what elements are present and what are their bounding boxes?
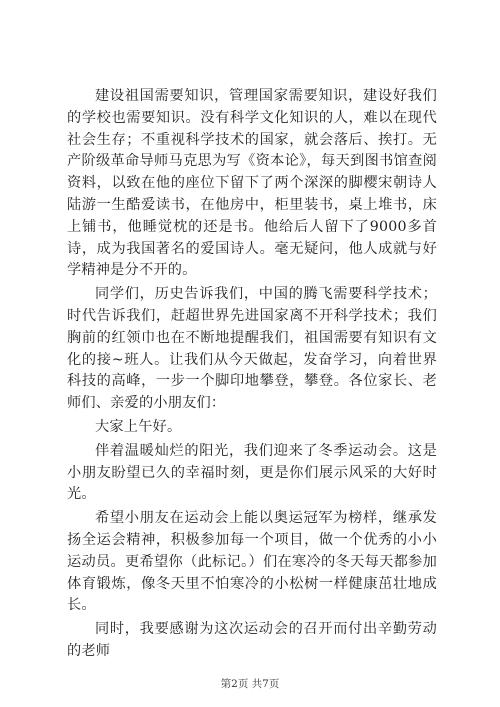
paragraph-1: 建设祖国需要知识，管理国家需要知识，建设好我们的学校也需要知识。没有科学文化知识的人，难以在现代社会生存；不重视科学技术的国家，就会落后、挨打。无产阶级革命导师马克思为写《资本论》，每天到图书馆查阅资料，以致在他的座位下留下了两个深深的脚樱宋朝诗人陆游一生酷爱读书，在他房中，柜里装书，桌上堆书，床上铺书，他睡觉枕的还是书。他给后人留下了9000多首诗，成为我国著名的爱国诗人。毫无疑问，他人成就与好学精神是分不开的。 bbox=[67, 88, 437, 279]
document-body bbox=[67, 86, 437, 663]
paragraph-5: 希望小朋友在运动会上能以奥运冠军为榜样，继承发扬全运会精神，积极参加每一个项目，做一个优秀的小小运动员。更希望你（此标记。）们在寒冷的冬天每天都参加体育锻炼，像冬天里不怕寒冷的小松树一样健康茁壮地成长。 bbox=[67, 510, 437, 614]
paragraph-3: 大家上午好。 bbox=[95, 418, 182, 435]
page-number-footer: 第2页 共7页 bbox=[220, 678, 280, 690]
paragraph-2: 同学们，历史告诉我们，中国的腾飞需要科学技术；时代告诉我们，赶超世界先进国家离不开科学技术；我们胸前的红领巾也在不断地提醒我们，祖国需要有知识有文化的接~班人。让我们从今天做起，发奋学习，向着世界科技的高峰，一步一个脚印地攀登，攀登。各位家长、老师们、亲爱的小朋友们： bbox=[67, 286, 437, 412]
paragraph-4: 伴着温暖灿烂的阳光，我们迎来了冬季运动会。这是小朋友盼望已久的幸福时刻，更是你们展示风采的大好时光。 bbox=[67, 442, 437, 503]
paragraph-6: 同时，我要感谢为这次运动会的召开而付出辛勤劳动的老师 bbox=[67, 621, 437, 659]
